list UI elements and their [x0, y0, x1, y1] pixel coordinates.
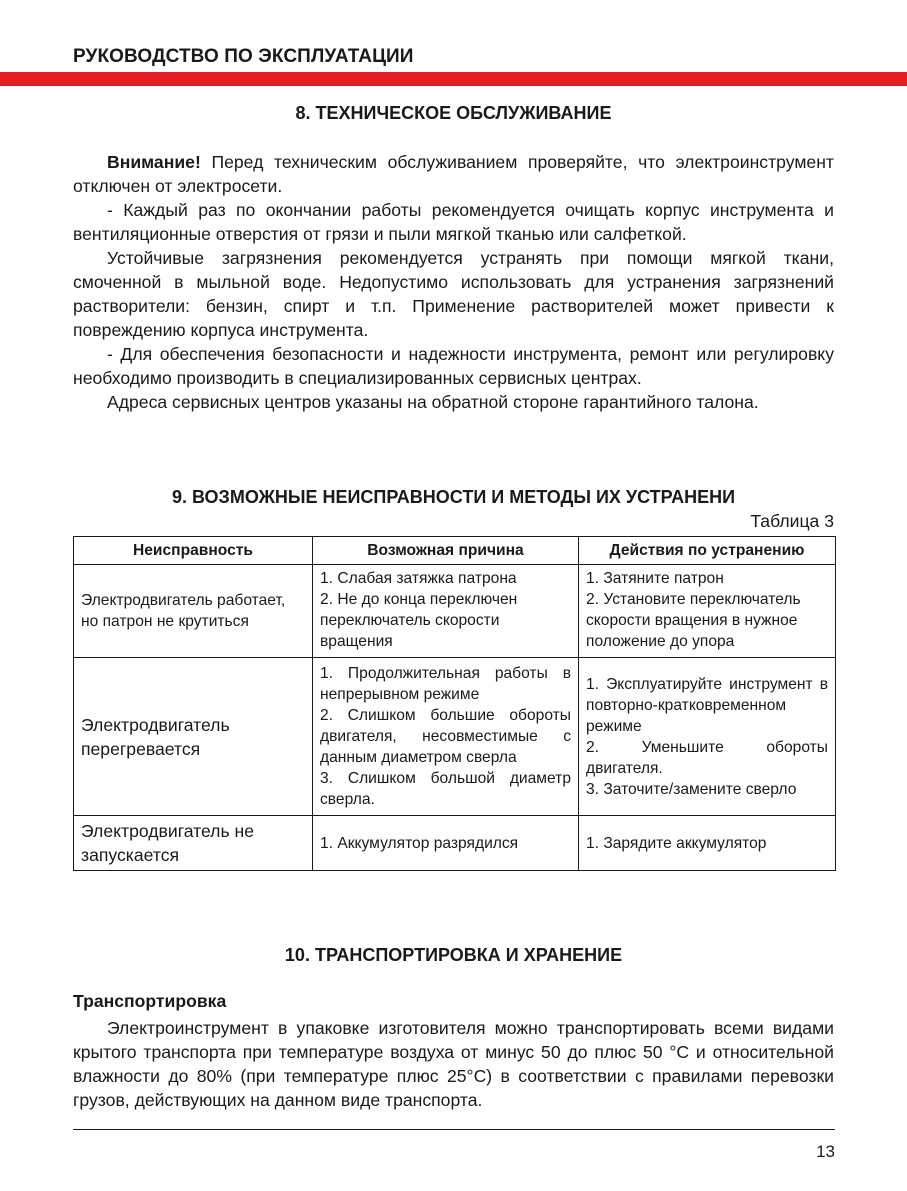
transport-subheading: Транспортировка: [73, 991, 227, 1011]
footer-divider: [73, 1129, 835, 1130]
cause-cell: [313, 565, 579, 658]
action-cell: [579, 658, 836, 816]
table-row: [74, 658, 836, 816]
section-8-title: 8. ТЕХНИЧЕСКОЕ ОБСЛУЖИВАНИЕ: [295, 103, 612, 123]
cause-item: 2. Слишком большие обороты двигателя, несовместимые с данным диаметром сверла: [320, 707, 571, 766]
action-item: 3. Заточите/замените сверло: [586, 780, 797, 798]
section-10-body: [73, 1016, 834, 1112]
cause-item: 1. Аккумулятор разрядился: [320, 834, 519, 852]
action-cell: [579, 816, 836, 871]
faults-table: [73, 536, 836, 871]
table-row: [74, 565, 836, 658]
fault-cell: Электродвигатель перегревается: [74, 658, 313, 816]
warning-label: Внимание!: [107, 152, 201, 172]
action-item: 1. Эксплуатируйте инструмент в повторно-кратковременном режиме: [586, 675, 828, 735]
table-header-row: [74, 537, 836, 565]
header-accent-bar: [0, 72, 907, 86]
cause-cell: [313, 816, 579, 871]
column-header-action: Действия по устранению: [579, 537, 836, 565]
cause-item: 1. Продолжительная работы в непрерывном режиме: [320, 665, 571, 703]
section-9-title: 9. ВОЗМОЖНЫЕ НЕИСПРАВНОСТИ И МЕТОДЫ ИХ УСТРАНЕНИ: [171, 487, 736, 507]
cause-cell: [313, 658, 579, 816]
column-header-cause: Возможная причина: [313, 537, 579, 565]
fault-cell: Электродвигатель не запускается: [74, 816, 313, 871]
table-caption: Таблица 3: [750, 511, 834, 531]
section-10-title: 10. ТРАНСПОРТИРОВКА И ХРАНЕНИЕ: [284, 945, 623, 965]
action-item: 2. Установите переключатель скорости вращения в нужное положение до упора: [586, 591, 801, 650]
section-8-body: [73, 150, 834, 414]
cause-item: 1. Слабая затяжка патрона: [320, 570, 517, 587]
warning-paragraph: [73, 150, 834, 198]
maintenance-paragraph-1: - Каждый раз по окончании работы рекомендуется очищать корпус инструмента и вентиляционные отверстия от грязи и пыли мягкой тканью или салфеткой.: [73, 200, 834, 244]
maintenance-paragraph-4: Адреса сервисных центров указаны на обратной стороне гарантийного талона.: [107, 392, 759, 412]
cause-item: 3. Слишком большой диаметр сверла.: [320, 770, 571, 808]
maintenance-paragraph-2: Устойчивые загрязнения рекомендуется устранять при помощи мягкой ткани, смоченной в мыльной воде. Недопустимо использовать для устранения загрязнений растворители: бензин, спирт и т.п. Применение растворителей может привести к повреждению корпуса инструмента.: [73, 248, 834, 340]
action-item: 2. Уменьшите обороты двигателя.: [586, 738, 828, 777]
page-number: 13: [816, 1142, 835, 1161]
action-item: 1. Затяните патрон: [586, 570, 724, 587]
page-header-title: РУКОВОДСТВО ПО ЭКСПЛУАТАЦИИ: [73, 46, 414, 67]
maintenance-paragraph-3: - Для обеспечения безопасности и надежности инструмента, ремонт или регулировку необходимо производить в специализированных сервисных центрах.: [73, 344, 834, 388]
column-header-fault: Неисправность: [74, 537, 313, 565]
transport-paragraph: Электроинструмент в упаковке изготовителя можно транспортировать всеми видами крытого транспорта при температуре воздуха от минус 50 до плюс 50 °С и относительной влажности до 80% (при температуре плюс 25°С) в соответствии с правилами перевозки грузов, действующих на данном виде транспорта.: [73, 1018, 834, 1110]
table-row: [74, 816, 836, 871]
cause-item: 2. Не до конца переключен переключатель скорости вращения: [320, 591, 518, 650]
action-cell: [579, 565, 836, 658]
warning-text: Перед техническим обслуживанием проверяйте, что электроинструмент отключен от электросети.: [73, 152, 834, 196]
fault-cell: Электродвигатель работает, но патрон не крутиться: [74, 565, 313, 658]
action-item: 1. Зарядите аккумулятор: [586, 834, 767, 852]
